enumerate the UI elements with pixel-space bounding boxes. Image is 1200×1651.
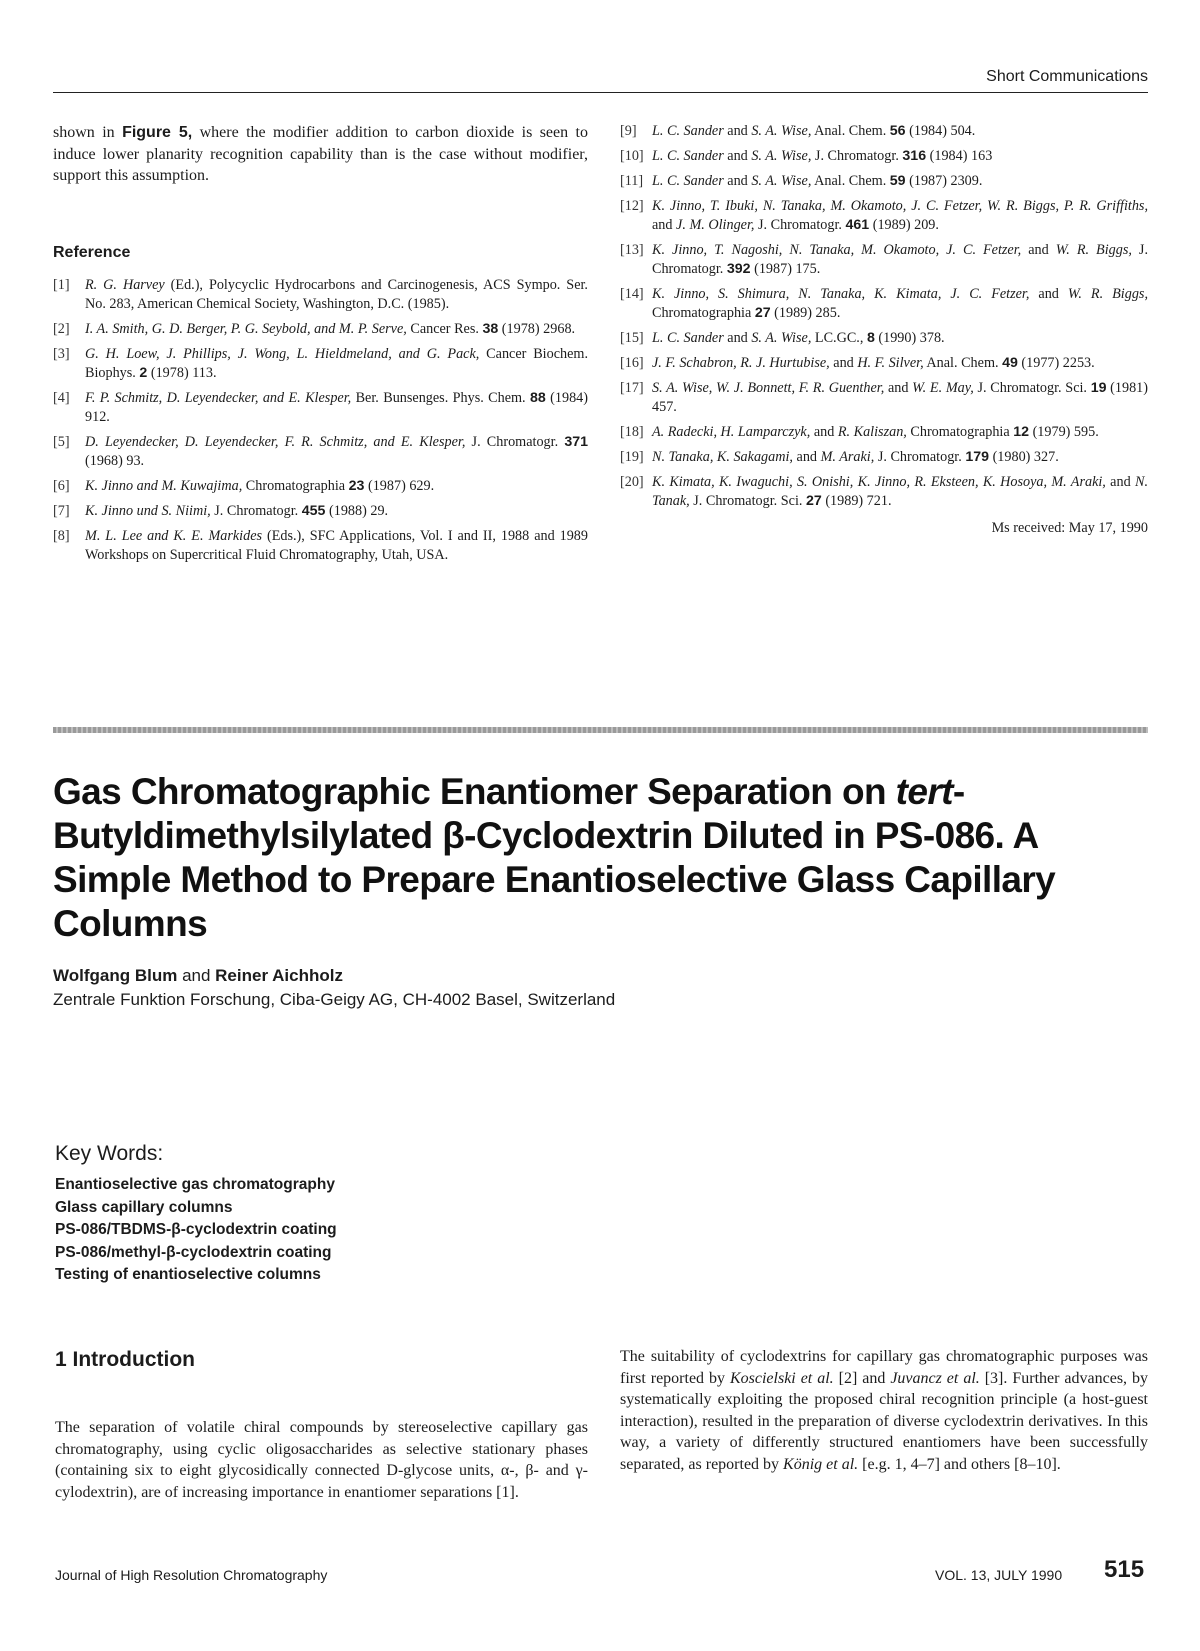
- reference-item: [12] K. Jinno, T. Ibuki, N. Tanaka, M. Okamoto, J. C. Fetzer, W. R. Biggs, P. R. Griffiths, and J. M. Olinger, J. Chromatogr. 461 (1989) 209.: [620, 198, 1148, 233]
- reference-item: [14] K. Jinno, S. Shimura, N. Tanaka, K. Kimata, J. C. Fetzer, and W. R. Biggs, Chromatographia 27 (1989) 285.: [620, 286, 1148, 321]
- reference-number: [13]: [620, 242, 644, 258]
- running-head: Short Communications: [53, 68, 1148, 93]
- reference-number: [17]: [620, 380, 644, 396]
- reference-item: [3] G. H. Loew, J. Phillips, J. Wong, L. Hieldmeland, and G. Pack, Cancer Biochem. Biophys. 2 (1978) 113.: [53, 345, 588, 381]
- authors: Wolfgang Blum and Reiner Aichholz: [53, 966, 343, 985]
- reference-number: [15]: [620, 330, 644, 346]
- footer-journal: Journal of High Resolution Chromatography: [55, 1567, 328, 1583]
- reference-number: [12]: [620, 198, 644, 214]
- keywords-block: [55, 1142, 337, 1287]
- reference-number: [20]: [620, 474, 644, 490]
- reference-number: [14]: [620, 286, 644, 302]
- reference-number: [1]: [53, 276, 70, 293]
- reference-item: [10] L. C. Sander and S. A. Wise, J. Chromatogr. 316 (1984) 163: [620, 148, 993, 164]
- reference-item: [19] N. Tanaka, K. Sakagami, and M. Araki, J. Chromatogr. 179 (1980) 327.: [620, 449, 1059, 465]
- reference-number: [19]: [620, 449, 644, 465]
- reference-number: [10]: [620, 148, 644, 164]
- reference-heading: Reference: [53, 243, 131, 261]
- reference-number: [8]: [53, 527, 70, 544]
- ms-received: Ms received: May 17, 1990: [991, 520, 1148, 536]
- reference-number: [9]: [620, 123, 637, 139]
- reference-item: [4] F. P. Schmitz, D. Leyendecker, and E. Klesper, Ber. Bunsenges. Phys. Chem. 88 (1984) 912.: [53, 389, 588, 425]
- reference-number: [18]: [620, 424, 644, 440]
- reference-number: [3]: [53, 345, 70, 362]
- keyword: PS-086/TBDMS-β-cyclodextrin coating: [55, 1221, 337, 1238]
- reference-item: [16] J. F. Schabron, R. J. Hurtubise, and H. F. Silver, Anal. Chem. 49 (1977) 2253.: [620, 355, 1095, 371]
- reference-item: [5] D. Leyendecker, D. Leyendecker, F. R. Schmitz, and E. Klesper, J. Chromatogr. 371 (1968) 93.: [53, 433, 588, 469]
- author-name: Wolfgang Blum: [53, 966, 178, 985]
- reference-number: [11]: [620, 173, 644, 189]
- reference-list-left: [53, 276, 588, 565]
- article-title: Gas Chromatographic Enantiomer Separation on tert-Butyldimethylsilylated β-Cyclodextrin Diluted in PS-086. A Simple Method to Prepare Enantioselective Glass Capillary Columns: [53, 771, 1056, 944]
- keyword: Enantioselective gas chromatography: [55, 1176, 335, 1193]
- reference-item: [15] L. C. Sander and S. A. Wise, LC.GC., 8 (1990) 378.: [620, 330, 945, 346]
- section-heading-introduction: 1 Introduction: [55, 1348, 195, 1371]
- reference-item: [17] S. A. Wise, W. J. Bonnett, F. R. Guenther, and W. E. May, J. Chromatogr. Sci. 19 (1981) 457.: [620, 380, 1148, 415]
- reference-item: [18] A. Radecki, H. Lamparczyk, and R. Kaliszan, Chromatographia 12 (1979) 595.: [620, 424, 1099, 440]
- reference-item: [11] L. C. Sander and S. A. Wise, Anal. Chem. 59 (1987) 2309.: [620, 173, 983, 189]
- reference-item: [7] K. Jinno und S. Niimi, J. Chromatogr. 455 (1988) 29.: [53, 502, 389, 519]
- reference-item: [13] K. Jinno, T. Nagoshi, N. Tanaka, M. Okamoto, J. C. Fetzer, and W. R. Biggs, J. Chromatogr. 392 (1987) 175.: [620, 242, 1149, 277]
- section-divider: [53, 727, 1148, 733]
- reference-number: [16]: [620, 355, 644, 371]
- reference-item: [9] L. C. Sander and S. A. Wise, Anal. Chem. 56 (1984) 504.: [620, 123, 976, 139]
- footer-volume: VOL. 13, JULY 1990: [935, 1567, 1063, 1583]
- right-column-top: [620, 122, 1148, 538]
- reference-item: [1] R. G. Harvey (Ed.), Polycyclic Hydrocarbons and Carcinogenesis, ACS Sympo. Ser. No. 283, American Chemical Society, Washington, D.C. (1985).: [53, 276, 588, 312]
- reference-list-right: [620, 122, 1148, 511]
- reference-number: [7]: [53, 502, 70, 519]
- reference-number: [2]: [53, 320, 70, 337]
- reference-number: [6]: [53, 477, 70, 494]
- introduction-paragraph-left: The separation of volatile chiral compounds by stereoselective capillary gas chromatography, using cyclic oligosaccharides as selective stationary phases (containing six to eight glycosidically connected D-glycose units, α-, β- and γ-cylodextrin), are of increasing importance in enantiomer separations [1].: [55, 1419, 588, 1501]
- figure-reference: Figure 5,: [122, 124, 193, 141]
- keyword: Testing of enantioselective columns: [55, 1266, 321, 1283]
- keyword: PS-086/methyl-β-cyclodextrin coating: [55, 1243, 332, 1261]
- continued-paragraph: shown in Figure 5, where the modifier addition to carbon dioxide is seen to induce lower planarity recognition capability than is the case without modifier, support this assumption.: [53, 124, 588, 184]
- reference-number: [4]: [53, 389, 70, 406]
- keywords-heading: Key Words:: [55, 1142, 164, 1165]
- reference-item: [20] K. Kimata, K. Iwaguchi, S. Onishi, K. Jinno, R. Eksteen, K. Hosoya, M. Araki, and N. Tanak, J. Chromatogr. Sci. 27 (1989) 721.: [620, 474, 1148, 509]
- keyword: Glass capillary columns: [55, 1198, 233, 1216]
- left-column-top: [53, 122, 588, 571]
- introduction-paragraph-right: The suitability of cyclodextrins for capillary gas chromatographic purposes was first reported by Koscielski et al. [2] and Juvancz et al. [3]. Further advances, by systematically exploiting the proposed chiral recognition principle (a host-guest interaction), resulted in the preparation of diverse cyclodextrin derivatives. In this way, a variety of differently structured enantiomers have been successfully separated, as reported by König et al. [e.g. 1, 4–7] and others [8–10].: [620, 1348, 1149, 1473]
- reference-item: [6] K. Jinno and M. Kuwajima, Chromatographia 23 (1987) 629.: [53, 477, 435, 494]
- reference-number: [5]: [53, 433, 70, 450]
- reference-item: [8] M. L. Lee and K. E. Markides (Eds.), SFC Applications, Vol. I and II, 1988 and 1989 Workshops on Supercritical Fluid Chromatography, Utah, USA.: [53, 527, 588, 563]
- page-number: 515: [1104, 1556, 1145, 1583]
- author-name: Reiner Aichholz: [215, 966, 343, 985]
- reference-item: [2] I. A. Smith, G. D. Berger, P. G. Seybold, and M. P. Serve, Cancer Res. 38 (1978) 2968.: [53, 320, 576, 337]
- affiliation: Zentrale Funktion Forschung, Ciba-Geigy AG, CH-4002 Basel, Switzerland: [53, 990, 616, 1009]
